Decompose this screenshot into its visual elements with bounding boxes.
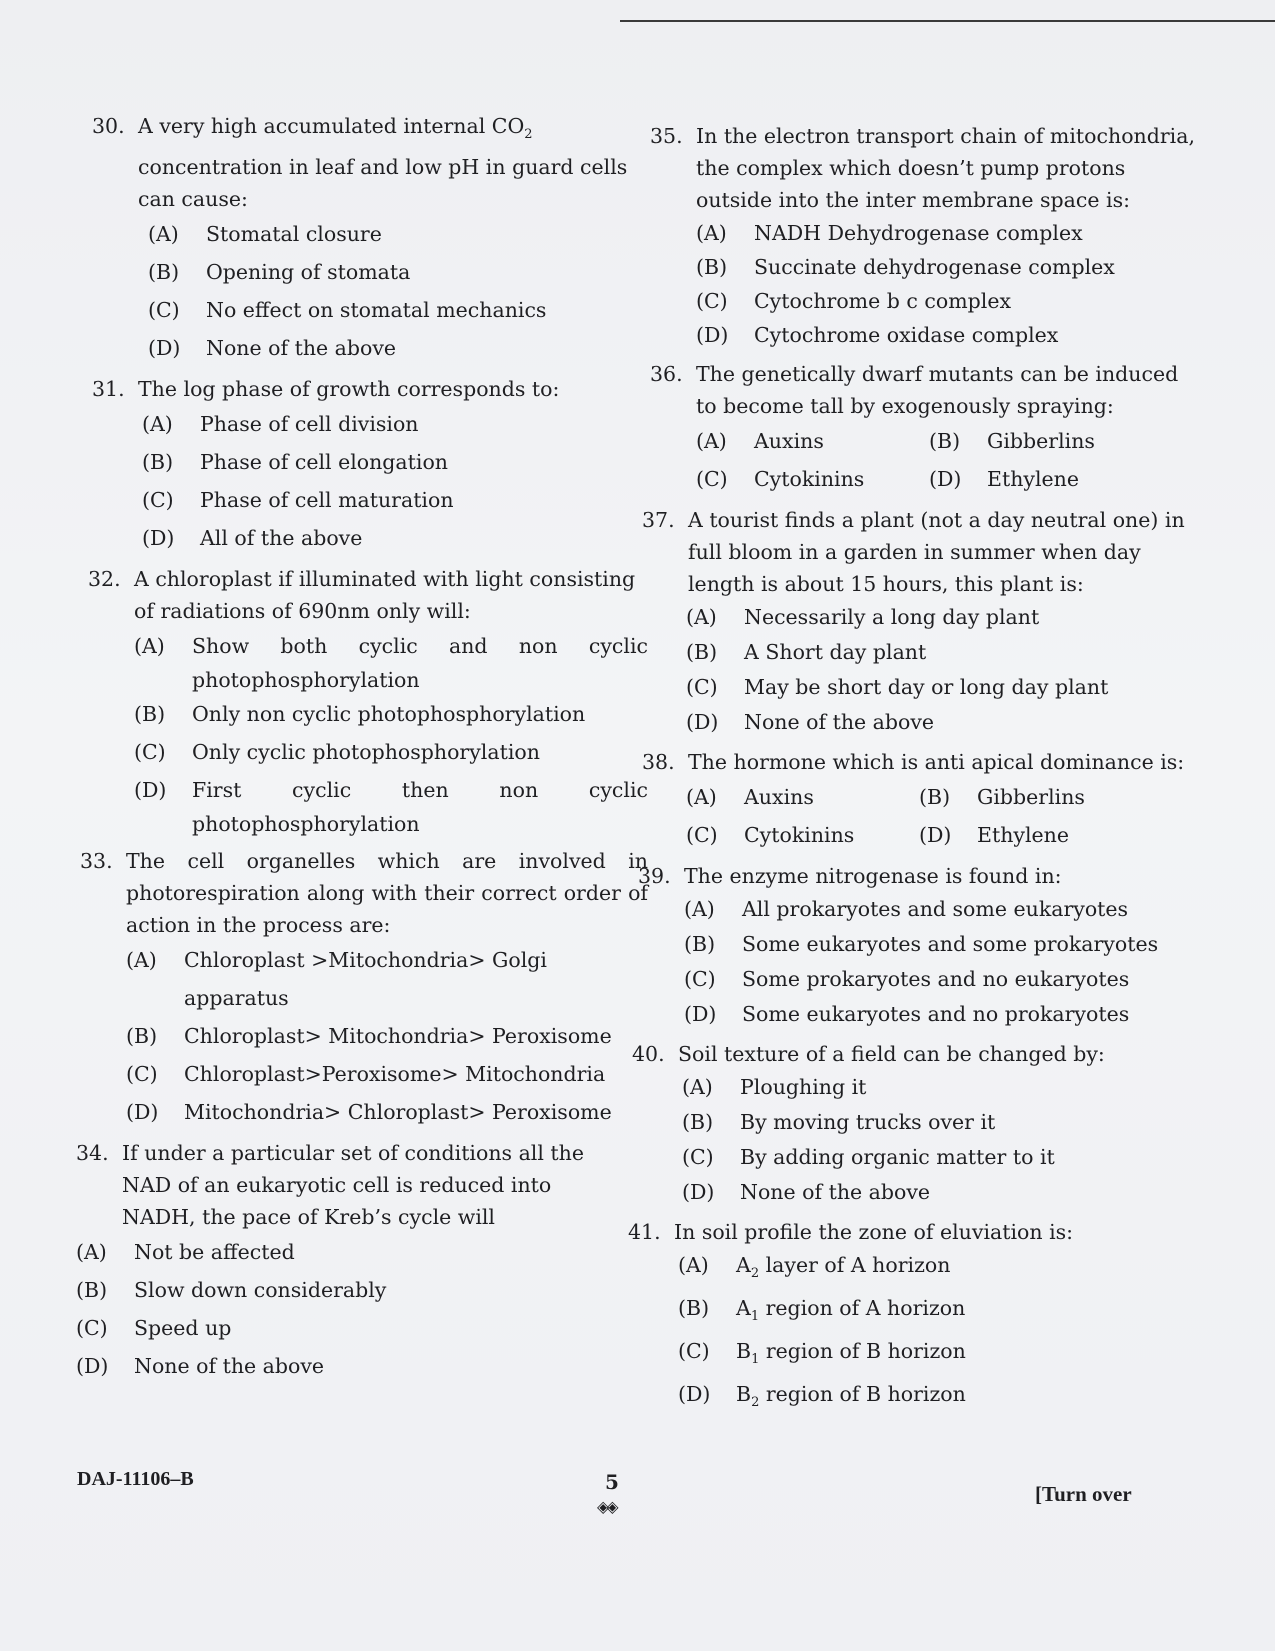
question-text: The enzyme nitrogenase is found in: [684, 864, 1062, 888]
option-d-text: Ethylene [987, 467, 1080, 491]
option-c-text: Cytokinins [744, 823, 855, 847]
option-b: (B) Some eukaryotes and some prokaryotes [684, 932, 1159, 956]
option-b: (B) Opening of stomata [148, 260, 411, 285]
question-text: The genetically dwarf mutants can be induced to become tall by exogenously spraying: [696, 362, 1179, 418]
option-b: (B) Slow down considerably [76, 1278, 387, 1303]
option-b-text: Gibberlins [987, 429, 1095, 453]
option-c: (C) Only cyclic photophosphorylation [134, 740, 540, 765]
option-d: (D) Cytochrome oxidase complex [696, 323, 1059, 347]
question-number: 35. [650, 124, 683, 148]
option-d: (D) None of the above [686, 710, 935, 734]
question-number: 38. [642, 750, 675, 774]
option-b-label: (B) [919, 785, 951, 809]
option-d: (D) None of the above [682, 1180, 931, 1204]
option-a: (A) Show both cyclic and non cyclic photophosphorylation [134, 634, 648, 693]
question-number: 30. [92, 114, 125, 138]
option-a: (A) NADH Dehydrogenase complex [696, 221, 1083, 245]
option-b-label: (B) [929, 429, 961, 453]
question-34 [76, 1137, 648, 1385]
option-a-label: (A) [686, 785, 717, 809]
question-text: A very high accumulated internal $CO_2$ concentration in leaf and low pH in guard cells can cause: [138, 114, 628, 212]
question-35 [650, 120, 1195, 352]
question-number: 32. [88, 567, 121, 592]
question-number: 37. [642, 508, 675, 532]
question-37 [642, 504, 1195, 740]
option-c: (C) $B_1$ region of B horizon [678, 1339, 966, 1368]
ornament-icon: ◈◈ [597, 1497, 616, 1516]
option-c: (C) Cytochrome b c complex [696, 289, 1012, 313]
question-number: 40. [632, 1042, 665, 1066]
question-text: The hormone which is anti apical dominance is: [688, 750, 1185, 774]
option-c-label: (C) [686, 823, 718, 847]
question-text: A chloroplast if illuminated with light consisting of radiations of 690nm only will: [134, 567, 636, 624]
paper-code: DAJ-11106–B [77, 1468, 194, 1490]
question-number: 39. [638, 864, 671, 888]
option-b: (B) Phase of cell elongation [142, 450, 448, 475]
option-c-text: Cytokinins [754, 467, 865, 491]
question-39 [638, 860, 1195, 1032]
right-column [628, 120, 1195, 1426]
question-number: 31. [92, 377, 125, 402]
question-text: A tourist finds a plant (not a day neutral one) in full bloom in a garden in summer when day length is about 15 hours, this plant is: [688, 508, 1185, 596]
option-c: (C) Phase of cell maturation [142, 488, 454, 513]
question-number: 34. [76, 1141, 109, 1166]
option-b: (B) Chloroplast> Mitochondria> Peroxisome [126, 1024, 612, 1049]
option-a: (A) Not be affected [76, 1240, 295, 1265]
option-a: (A) All prokaryotes and some eukaryotes [684, 897, 1129, 921]
question-text: In the electron transport chain of mitochondria, the complex which doesn’t pump protons outside into the inter membrane space is: [696, 124, 1195, 212]
option-b: (B) Only non cyclic photophosphorylation [134, 702, 586, 727]
question-number: 36. [650, 362, 683, 386]
option-a: (A) Ploughing it [682, 1075, 867, 1099]
option-d: (D) $B_2$ region of B horizon [678, 1382, 966, 1411]
options-grid [686, 778, 1195, 854]
option-b: (B) Succinate dehydrogenase complex [696, 255, 1115, 279]
option-d: (D) Some eukaryotes and no prokaryotes [684, 1002, 1130, 1026]
option-a: (A) Phase of cell division [142, 412, 419, 437]
left-column [76, 110, 648, 1391]
question-30 [92, 110, 648, 367]
option-c-label: (C) [696, 467, 728, 491]
option-b: (B) A Short day plant [686, 640, 927, 664]
option-c: (C) Chloroplast>Peroxisome> Mitochondria [126, 1062, 606, 1087]
option-d: (D) All of the above [142, 526, 363, 551]
option-d-text: Ethylene [977, 823, 1070, 847]
option-d-label: (D) [919, 823, 952, 847]
option-a: (A) Chloroplast >Mitochondria> Golgi apparatus [126, 948, 547, 1011]
options-grid [696, 422, 1195, 498]
option-d: (D) Mitochondria> Chloroplast> Peroxisome [126, 1100, 612, 1125]
turn-over-label: [Turn over [1035, 1482, 1132, 1506]
scan-edge-line [620, 20, 1275, 22]
question-text: If under a particular set of conditions all the NAD of an eukaryotic cell is reduced into NADH, the pace of Kreb’s cycle will [122, 1141, 584, 1230]
option-c: (C) May be short day or long day plant [686, 675, 1109, 699]
question-text: The log phase of growth corresponds to: [138, 377, 560, 402]
question-40 [632, 1038, 1195, 1210]
question-31 [92, 373, 648, 557]
question-number: 41. [628, 1220, 661, 1244]
option-a-text: Auxins [744, 785, 814, 809]
option-b-text: Gibberlins [977, 785, 1085, 809]
option-c: (C) Speed up [76, 1316, 232, 1341]
question-32 [88, 563, 648, 839]
question-number: 33. [80, 849, 113, 874]
option-a: (A) Necessarily a long day plant [686, 605, 1040, 629]
option-d-label: (D) [929, 467, 962, 491]
option-a-label: (A) [696, 429, 727, 453]
option-c: (C) No effect on stomatal mechanics [148, 298, 547, 323]
option-a: (A) $A_2$ layer of A horizon [678, 1253, 951, 1282]
question-38 [642, 746, 1195, 854]
question-text: The cell organelles which are involved in photorespiration along with their correct order of action in the process are: [126, 849, 648, 938]
option-a-text: Auxins [754, 429, 824, 453]
page-number: 5 [605, 1470, 619, 1494]
question-41 [628, 1216, 1195, 1420]
option-b: (B) By moving trucks over it [682, 1110, 996, 1134]
option-c: (C) By adding organic matter to it [682, 1145, 1055, 1169]
question-36 [650, 358, 1195, 498]
option-a: (A) Stomatal closure [148, 222, 382, 247]
option-b: (B) $A_1$ region of A horizon [678, 1296, 966, 1325]
option-d: (D) None of the above [148, 336, 397, 361]
option-d: (D) First cyclic then non cyclic photophosphorylation [134, 778, 648, 837]
option-d: (D) None of the above [76, 1354, 325, 1379]
question-text: Soil texture of a field can be changed by: [678, 1042, 1105, 1066]
question-33 [80, 845, 648, 1131]
question-text: In soil profile the zone of eluviation is: [674, 1220, 1074, 1244]
option-c: (C) Some prokaryotes and no eukaryotes [684, 967, 1130, 991]
